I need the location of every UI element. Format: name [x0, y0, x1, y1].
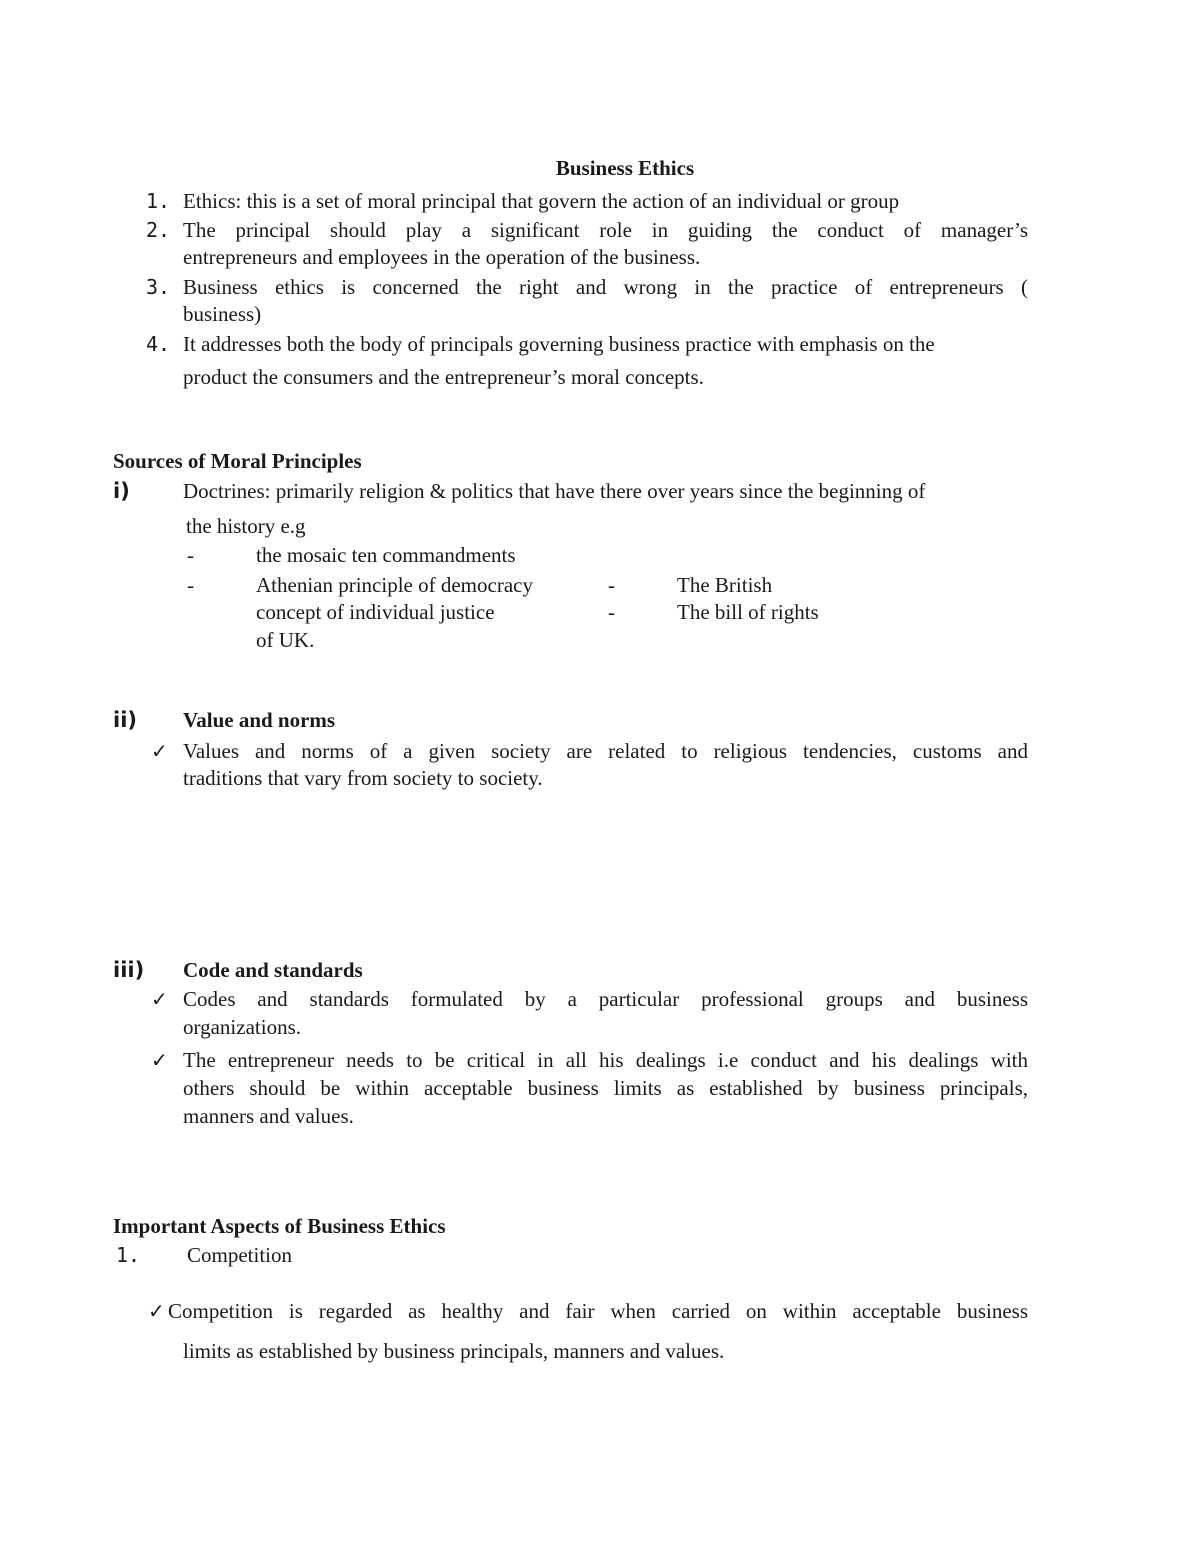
checkmark-icon: ✓ [151, 987, 168, 1011]
list-item-text: entrepreneurs and employees in the operation of the business. [183, 245, 701, 269]
page-title: Business Ethics [555, 156, 695, 180]
list-item-text: product the consumers and the entrepreneur’s moral concepts. [183, 365, 704, 389]
checkmark-icon: ✓ [148, 1299, 165, 1323]
bullet-text: others should be within acceptable business limits as established by business principals, [183, 1076, 1028, 1100]
roman-number: iii) [113, 958, 145, 982]
bullet-text: The British [677, 573, 773, 597]
roman-number: ii) [113, 708, 137, 732]
aspect-item: Competition [187, 1243, 292, 1267]
doctrines-text: Doctrines: primarily religion & politics that have there over years since the beginning of [183, 479, 926, 503]
section-heading-sources: Sources of Moral Principles [113, 449, 362, 473]
list-item-text: It addresses both the body of principals governing business practice with emphasis on the [183, 332, 935, 356]
bullet-text: The entrepreneur needs to be critical in all his dealings i.e conduct and his dealings with [183, 1048, 1028, 1072]
bullet-text: manners and values. [183, 1104, 354, 1128]
list-item-text: The principal should play a significant role in guiding the conduct of manager’s [183, 218, 1028, 242]
bullet-text: concept of individual justice [256, 600, 495, 624]
dash: - [608, 573, 615, 597]
list-number: 2. [146, 218, 171, 242]
doctrines-text: the history e.g [186, 514, 306, 538]
list-number: 3. [146, 275, 171, 299]
list-item-text: business) [183, 302, 262, 326]
dash: - [187, 543, 194, 567]
dash: - [608, 600, 615, 624]
bullet-text: organizations. [183, 1015, 302, 1039]
list-item-text: Business ethics is concerned the right and wrong in the practice of entrepreneurs ( [183, 275, 1028, 299]
bullet-text: Athenian principle of democracy [256, 573, 533, 597]
bullet-text: traditions that vary from society to society. [183, 766, 543, 790]
bullet-text: Values and norms of a given society are related to religious tendencies, customs and [183, 739, 1028, 763]
bullet-text: of UK. [256, 628, 315, 652]
list-number: 1. [146, 189, 171, 213]
bullet-text: Competition is regarded as healthy and fair when carried on within acceptable business [168, 1299, 1028, 1323]
section-heading-aspects: Important Aspects of Business Ethics [113, 1214, 446, 1238]
subsection-heading: Code and standards [183, 958, 363, 982]
roman-number: i) [113, 479, 130, 503]
bullet-text: Codes and standards formulated by a particular professional groups and business [183, 987, 1028, 1011]
bullet-text: limits as established by business principals, manners and values. [183, 1339, 725, 1363]
subsection-heading: Value and norms [183, 708, 336, 732]
bullet-text: the mosaic ten commandments [256, 543, 516, 567]
bullet-text: The bill of rights [677, 600, 819, 624]
checkmark-icon: ✓ [151, 739, 168, 763]
list-item-text: Ethics: this is a set of moral principal that govern the action of an individual or group [183, 189, 900, 213]
list-number: 1. [116, 1243, 141, 1267]
list-number: 4. [146, 332, 171, 356]
dash: - [187, 573, 194, 597]
checkmark-icon: ✓ [151, 1048, 168, 1072]
